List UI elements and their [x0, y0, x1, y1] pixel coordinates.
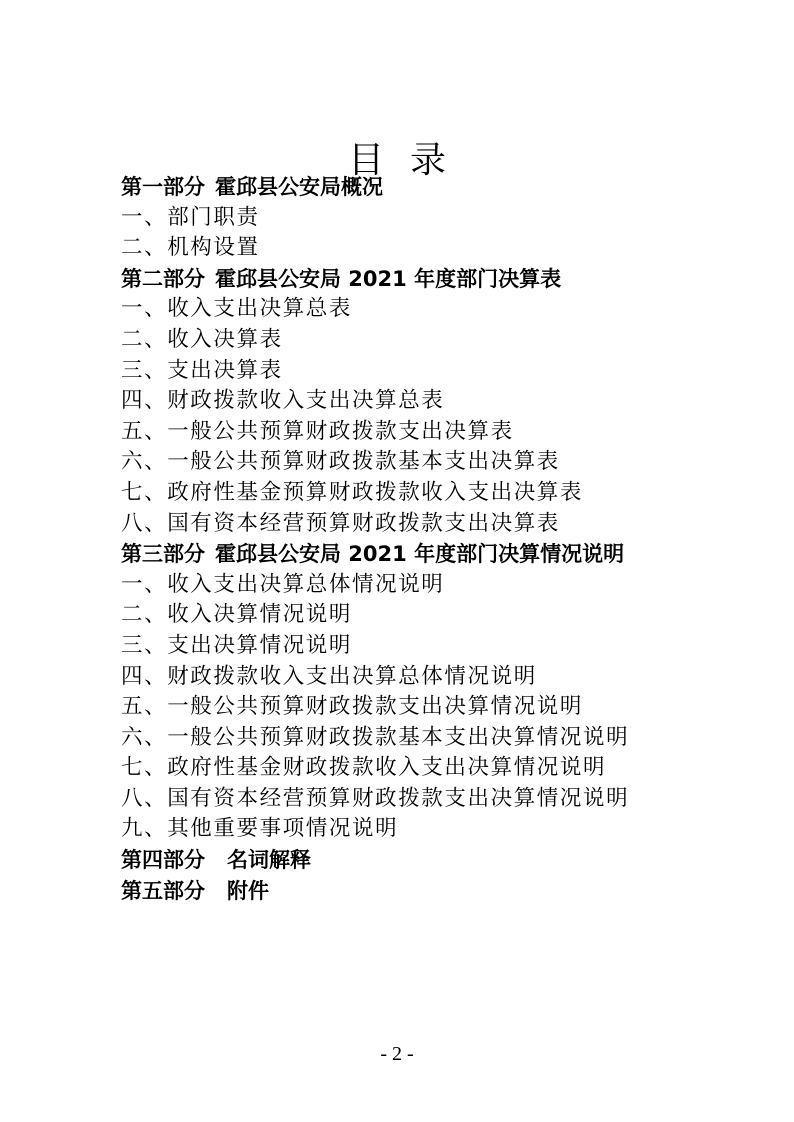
toc-item[interactable]: 九、其他重要事项情况说明 [121, 816, 399, 842]
part-label: 第二部分 [121, 266, 205, 291]
title-char-2: 录 [410, 140, 473, 181]
toc-item[interactable]: 五、一般公共预算财政拨款支出决算情况说明 [121, 694, 584, 720]
toc-part-4[interactable] [121, 845, 721, 876]
table-of-contents [121, 172, 721, 906]
part-name: 附件 [227, 878, 269, 903]
toc-part-2[interactable] [121, 264, 721, 295]
part-name: 霍邱县公安局 2021 年度部门决算表 [215, 266, 562, 291]
toc-item[interactable]: 六、一般公共预算财政拨款基本支出决算表 [121, 449, 560, 475]
toc-part-5[interactable] [121, 876, 721, 907]
toc-item[interactable]: 一、收入支出决算总表 [121, 296, 353, 322]
toc-part-3[interactable] [121, 539, 721, 570]
part-label: 第五部分 [121, 878, 205, 903]
toc-item[interactable]: 四、财政拨款收入支出决算总体情况说明 [121, 663, 537, 689]
toc-item[interactable]: 三、支出决算表 [121, 357, 283, 383]
toc-item[interactable]: 二、收入决算情况说明 [121, 602, 353, 628]
part-label: 第三部分 [121, 542, 205, 567]
toc-item[interactable]: 二、机构设置 [121, 235, 260, 261]
toc-part-1[interactable] [121, 172, 721, 203]
page-number: - 2 - [380, 1043, 414, 1065]
part-label: 第四部分 [121, 848, 205, 873]
part-name: 名词解释 [227, 848, 311, 873]
part-label: 第一部分 [121, 175, 205, 199]
toc-item[interactable]: 五、一般公共预算财政拨款支出决算表 [121, 418, 514, 444]
toc-item[interactable]: 七、政府性基金预算财政拨款收入支出决算表 [121, 479, 584, 505]
toc-item[interactable]: 一、部门职责 [121, 204, 260, 230]
toc-item[interactable]: 八、国有资本经营预算财政拨款支出决算表 [121, 510, 560, 536]
toc-item[interactable]: 三、支出决算情况说明 [121, 632, 353, 658]
title-char-1: 目 [347, 140, 410, 181]
toc-item[interactable]: 四、财政拨款收入支出决算总表 [121, 388, 445, 414]
part-name: 霍邱县公安局概况 [215, 175, 383, 199]
part-name: 霍邱县公安局 2021 年度部门决算情况说明 [215, 542, 625, 567]
toc-item[interactable]: 二、收入决算表 [121, 326, 283, 352]
toc-item[interactable]: 八、国有资本经营预算财政拨款支出决算情况说明 [121, 785, 630, 811]
toc-item[interactable]: 六、一般公共预算财政拨款基本支出决算情况说明 [121, 724, 630, 750]
toc-item[interactable]: 七、政府性基金财政拨款收入支出决算情况说明 [121, 755, 607, 781]
toc-item[interactable]: 一、收入支出决算总体情况说明 [121, 571, 445, 597]
